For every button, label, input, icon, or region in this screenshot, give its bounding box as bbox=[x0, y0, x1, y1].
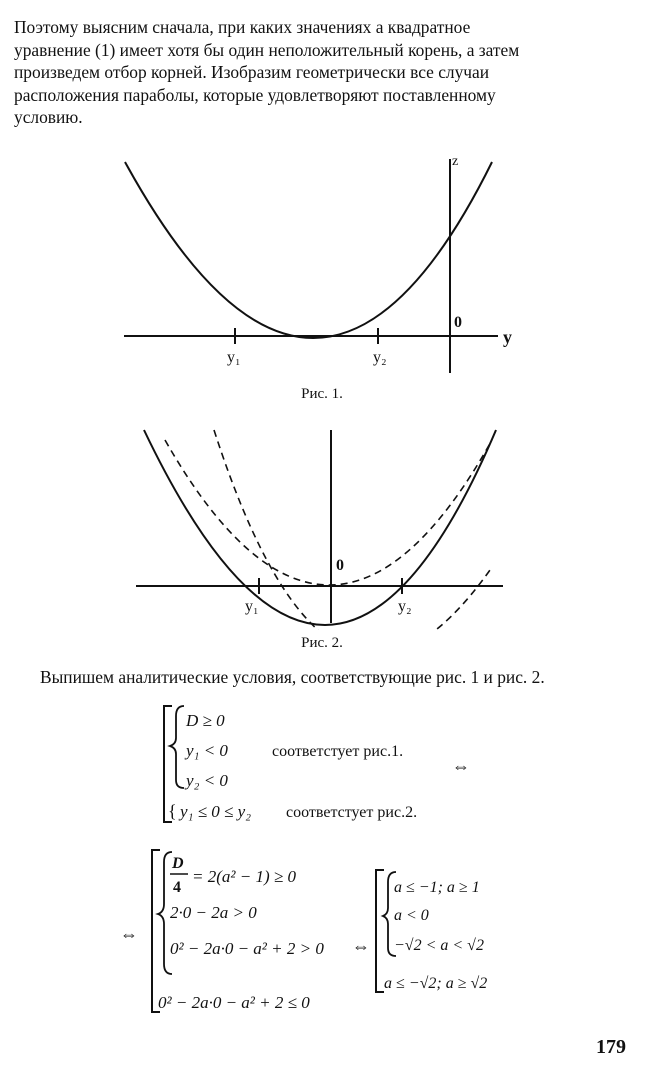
figure-2 bbox=[0, 420, 672, 630]
y2-label: y₂ bbox=[398, 598, 412, 615]
result-a-negative: a < 0 bbox=[394, 907, 429, 924]
y1-label: y₁ bbox=[245, 598, 259, 615]
intro-line: условию. bbox=[14, 107, 83, 127]
origin-label: 0 bbox=[454, 314, 462, 331]
inner-brace bbox=[170, 706, 184, 788]
y1-label: y₁ bbox=[227, 349, 241, 366]
cond-y2-neg: y₂ < 0 bbox=[186, 771, 228, 790]
system-2-3 bbox=[0, 840, 672, 1020]
cond-vertex: 2·0 − 2a > 0 bbox=[170, 903, 257, 922]
parabola-solid bbox=[144, 430, 496, 625]
cond-value-nonpos: 0² − 2a·0 − a² + 2 ≤ 0 bbox=[158, 993, 310, 1012]
cond-discriminant: D ≥ 0 bbox=[186, 711, 225, 730]
outer-bracket-2 bbox=[376, 870, 384, 992]
y-axis-label: y bbox=[503, 327, 512, 347]
cond-y1-neg: y₁ < 0 bbox=[186, 741, 228, 760]
figure-1-caption: Рис. 1. bbox=[301, 386, 343, 402]
result-a-outside-1: a ≤ −1; a ≥ 1 bbox=[394, 879, 480, 896]
note-fig1: соответстует рис.1. bbox=[272, 743, 404, 760]
page-number: 179 bbox=[596, 1036, 626, 1058]
analytic-conditions-heading: Выпишем аналитические условия, соответствующие рис. 1 и рис. 2. bbox=[40, 667, 545, 687]
cond-between: y₁ ≤ 0 ≤ y₂ bbox=[180, 802, 252, 821]
equivalence-sign-mid: ⇔ bbox=[352, 936, 370, 956]
y2-label: y₂ bbox=[373, 349, 387, 366]
cond-value-pos: 0² − 2a·0 − a² + 2 > 0 bbox=[170, 939, 324, 958]
result-a-between: −√2 < a < √2 bbox=[394, 937, 484, 954]
equivalence-sign-left: ⇔ bbox=[120, 924, 138, 944]
intro-line: Поэтому выясним сначала, при каких значениях a квадратное bbox=[14, 17, 471, 37]
cond-discriminant: = 2(a² − 1) ≥ 0 bbox=[192, 867, 296, 886]
result-a-outside-sqrt2: a ≤ −√2; a ≥ √2 bbox=[384, 975, 488, 992]
frac-denominator: 4 bbox=[173, 879, 181, 896]
intro-line: произведем отбор корней. Изобразим геометрически все случаи bbox=[14, 62, 490, 82]
intro-paragraph bbox=[14, 16, 654, 129]
figure-1 bbox=[0, 145, 672, 385]
system-1 bbox=[0, 700, 672, 830]
intro-line: уравнение (1) имеет хотя бы один неположительный корень, а затем bbox=[14, 39, 520, 60]
intro-line: расположения параболы, которые удовлетворяют поставленному bbox=[14, 84, 496, 105]
parabola-dashed-left bbox=[165, 440, 492, 585]
z-axis-label: z bbox=[452, 154, 459, 169]
origin-label: 0 bbox=[336, 557, 344, 574]
outer-bracket bbox=[152, 850, 160, 1012]
note-fig2: соответстует рис.2. bbox=[286, 804, 418, 821]
frac-numerator: D bbox=[172, 855, 184, 872]
equivalence-sign: ⇔ bbox=[452, 756, 470, 776]
parabola bbox=[125, 162, 492, 338]
figure-2-caption: Рис. 2. bbox=[301, 635, 343, 651]
brace-small: { bbox=[168, 801, 177, 821]
